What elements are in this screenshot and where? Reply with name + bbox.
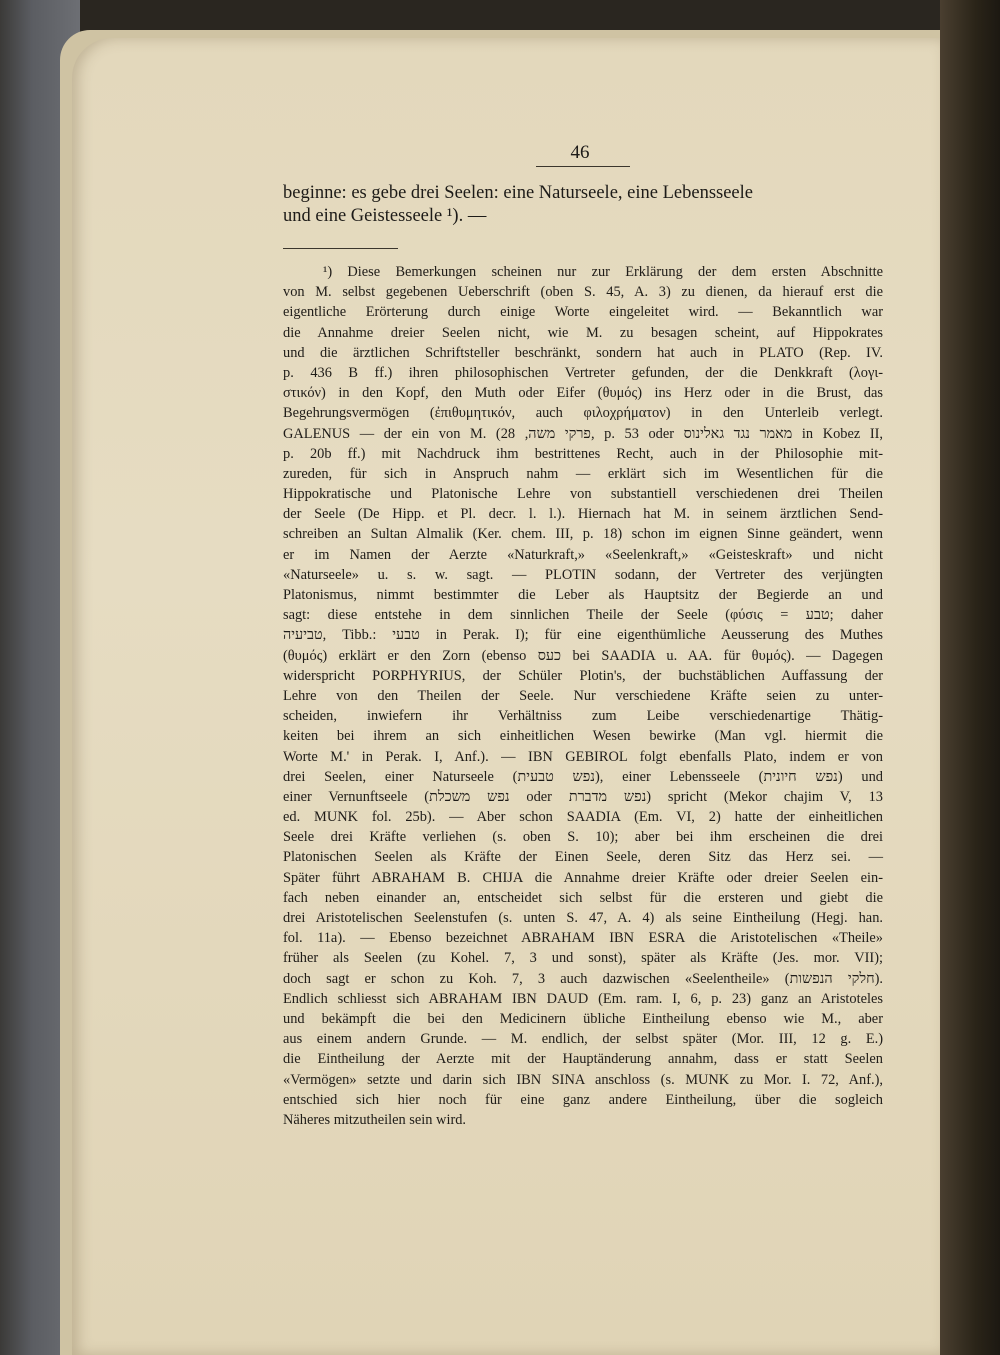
footnote-line: scheiden, inwiefern ihr Verhältniss zum Leibe verschiedenartige Thätig-: [283, 708, 883, 725]
footnote-line: στικόν) in den Kopf, den Muth oder Eifer (θυμός) ins Herz oder in die Brust, das: [283, 385, 883, 402]
footnote-line: früher als Seelen (zu Kohel. 7, 3 und sonst), später als Kräfte (Jes. mor. VII);: [283, 950, 883, 967]
footnote-line: «Vermögen» setzte und darin sich IBN SINA anschloss (s. MUNK zu Mor. I. 72, Anf.),: [283, 1071, 883, 1088]
main-text: [283, 182, 883, 228]
footnote-line: er im Namen der Aerzte «Naturkraft,» «Seelenkraft,» «Geisteskraft» und nicht: [283, 546, 883, 563]
footnote-line: p. 20b ff.) mit Nachdruck ihm bestrittenes Recht, auch in der Philosophie mit-: [283, 445, 883, 462]
footnote-line: zureden, für sich in Anspruch nahm — erklärt sich im Wesentlichen für die: [283, 465, 883, 482]
footnote-line: drei Aristotelischen Seelenstufen (s. unten S. 47, A. 4) als seine Eintheilung (Hegj. han.: [283, 910, 883, 926]
footnote-line: und die ärztlichen Schriftsteller beschränkt, sondern hat auch in PLATO (Rep. IV.: [283, 344, 883, 361]
footnote-line: doch sagt er schon zu Koh. 7, 3 auch dazwischen «Seelentheile» (חלקי הנפשות).: [283, 970, 883, 987]
footnote-line: die Annahme dreier Seelen nicht, wie M. zu besagen scheint, auf Hippokrates: [283, 324, 883, 341]
footnote-rule: [283, 248, 398, 249]
footnote-line: Hippokratische und Platonische Lehre von substantiell verschiedenen drei Theilen: [283, 486, 883, 503]
footnote-line: ¹) Diese Bemerkungen scheinen nur zur Erklärung der dem ersten Abschnitte: [323, 264, 883, 280]
footnote-line: drei Seelen, einer Naturseele (נפש טבעית), einer Lebensseele (נפש חיונית) und: [283, 768, 883, 785]
footnote-line: eigentliche Erörterung durch einige Worte eingeleitet wird. — Bekanntlich war: [283, 304, 883, 321]
footnote-line: fol. 11a). — Ebenso bezeichnet ABRAHAM IBN ESRA die Aristotelischen «Theile»: [283, 930, 883, 947]
footnote-line: Lehre von den Theilen der Seele. Nur verschiedene Kräfte seien zu unter-: [283, 687, 883, 704]
main-text-line: und eine Geistesseele ¹). —: [283, 206, 487, 226]
footnote-line: und bekämpft die bei den Medicinern übliche Eintheilung ebenso wie M., aber: [283, 1010, 883, 1027]
footnote-line: Endlich schliesst sich ABRAHAM IBN DAUD (Em. ram. I, 6, p. 23) ganz an Aristoteles: [283, 990, 883, 1007]
footnote-line: (θυμός) erklärt er den Zorn (ebenso כעס bei SAADIA u. AA. für θυμός). — Dagegen: [283, 647, 883, 664]
footnote-line: «Naturseele» u. s. w. sagt. — PLOTIN sodann, der Vertreter des verjüngten: [283, 566, 883, 583]
footnote-line: einer Vernunftseele (נפש משכלת oder נפש מדברת) spricht (Mekor chajim V, 13: [283, 788, 883, 805]
footnote-line: Worte M.' in Perak. I, Anf.). — IBN GEBIROL folgt ebenfalls Plato, indem er von: [283, 748, 883, 765]
footnote-line: fach neben einander an, entscheidet sich selbst für die ersteren und giebt die: [283, 889, 883, 906]
footnote-line: von M. selbst gegebenen Ueberschrift (oben S. 45, A. 3) zu dienen, da hierauf erst die: [283, 284, 883, 301]
footnote-line: ed. MUNK fol. 25b). — Aber schon SAADIA (Em. VI, 2) hatte der einheitlichen: [283, 809, 883, 826]
footnote-line: טביעיה, Tibb.: טבעי in Perak. I); für eine eigenthümliche Aeusserung des Muthes: [283, 627, 884, 644]
footnote-line: schreiben an Sultan Almalik (Ker. chem. III, p. 18) schon im eignen Sinne geändert, wenn: [283, 526, 883, 543]
book-gutter-right: [940, 0, 1000, 1355]
footnote-line: die Eintheilung der Aerzte mit der Hauptänderung annahm, dass er statt Seelen: [283, 1051, 883, 1068]
footnote-line: Seele drei Kräfte verliehen (s. oben S. 10); aber bei ihm erscheinen die drei: [283, 829, 883, 846]
footnote-line: entschied sich hier noch für eine ganz andere Eintheilung, über die sogleich: [283, 1091, 883, 1108]
main-text-line: beginne: es gebe drei Seelen: eine Naturseele, eine Lebensseele: [283, 183, 753, 203]
page-number: 46: [570, 142, 590, 163]
footnote-line: der Seele (De Hipp. et Pl. decr. l. l.). Hiernach hat M. in seinem ärztlichen Send-: [283, 506, 883, 523]
footnote-line: aus einem andern Grunde. — M. endlich, der selbst später (Mor. III, 12 g. E.): [283, 1031, 883, 1048]
footnote: [283, 262, 883, 1130]
footnote-line: GALENUS — der ein von M. (פרקי משה, 28, p. 53 oder מאמר נגד גאלינוס in Kobez II,: [283, 425, 884, 442]
footnote-line: p. 436 B ff.) ihren philosophischen Vertreter gefunden, der die Denkkraft (λογι-: [283, 364, 883, 381]
footnote-line: Später führt ABRAHAM B. CHIJA die Annahme dreier Kräfte oder dreier Seelen ein-: [283, 869, 883, 886]
footnote-line: widerspricht PORPHYRIUS, der Schüler Plotin's, der buchstäblichen Auffassung der: [283, 667, 883, 684]
footnote-line: Näheres mitzutheilen sein wird.: [283, 1111, 467, 1128]
footnote-line: Begehrungsvermögen (ἐπιθυμητικόν, auch φιλοχρήματον) in den Unterleib verlegt.: [283, 405, 883, 422]
page-number-rule: [536, 166, 630, 167]
footnote-line: keiten bei ihrem an sich einheitlichen Wesen bewirke (Man vgl. hiermit die: [283, 728, 883, 745]
footnote-line: Platonismus, nimmt bestimmter die Leber als Hauptsitz der Begierde an und: [283, 587, 883, 603]
footnote-line: sagt: diese entstehe in dem sinnlichen Theile der Seele (φύσις = טבע; daher: [283, 607, 883, 624]
footnote-line: Platonischen Seelen als Kräfte der Einen Seele, deren Sitz das Herz sei. —: [283, 849, 883, 866]
